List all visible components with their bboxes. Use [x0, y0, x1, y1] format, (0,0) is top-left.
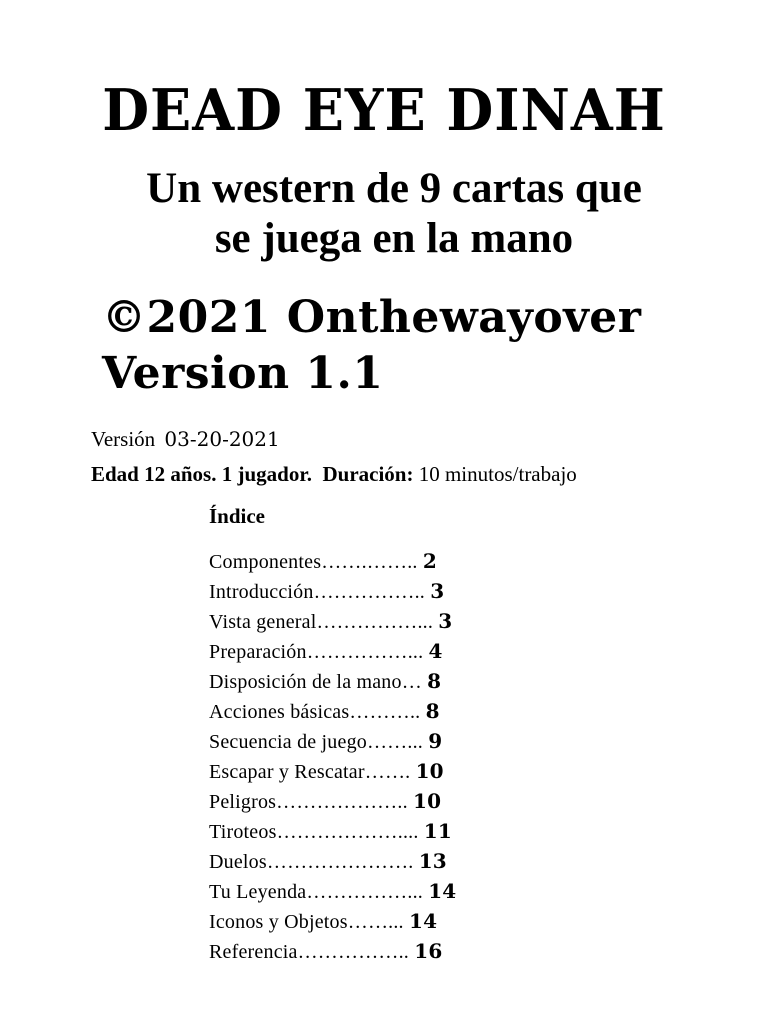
version-label: Versión: [91, 427, 156, 451]
toc-page: 11: [423, 819, 452, 843]
toc-dots: ……………...: [316, 611, 439, 633]
toc-entry: [209, 606, 456, 636]
toc-dots: ……………...: [306, 881, 429, 903]
duration-label: Duración:: [322, 462, 414, 486]
toc-page: 13: [418, 849, 447, 873]
toc-label: Acciones básicas: [209, 701, 350, 723]
toc-dots: ……...: [347, 911, 409, 933]
toc-page: 14: [408, 909, 438, 933]
toc-dots: …: [401, 671, 428, 693]
toc-entry: [209, 546, 456, 576]
toc-label: Introducción: [209, 581, 314, 603]
toc-label: Tu Leyenda: [209, 881, 307, 903]
toc-page: 10: [412, 789, 442, 813]
toc-label: Componentes: [209, 551, 322, 573]
subtitle-line-2: se juega en la mano: [214, 215, 574, 262]
toc-label: Referencia: [209, 941, 298, 963]
toc-entry: [209, 756, 456, 786]
toc-page: 14: [428, 879, 457, 903]
toc-entry: [209, 576, 456, 606]
toc-dots: ……………..: [297, 941, 415, 963]
copyright-block: [102, 290, 641, 402]
toc-entry: [209, 786, 456, 816]
toc-dots: …….: [364, 761, 416, 783]
toc-page: 8: [425, 699, 440, 723]
toc-dots: ………………....: [276, 821, 424, 843]
toc-page: 9: [428, 729, 443, 753]
table-of-contents: [209, 546, 456, 966]
toc-dots: ………..: [349, 701, 426, 723]
toc-label: Preparación: [209, 641, 307, 663]
toc-entry: [209, 696, 456, 726]
index-title: Índice: [209, 504, 266, 528]
toc-dots: ……...: [366, 731, 429, 753]
toc-label: Secuencia de juego: [209, 731, 367, 753]
toc-entry: [209, 906, 456, 936]
toc-dots: ……………...: [306, 641, 429, 663]
toc-entry: [209, 846, 456, 876]
toc-label: Escapar y Rescatar: [209, 761, 365, 783]
toc-page: 10: [415, 759, 444, 783]
age-players: Edad 12 años. 1 jugador.: [91, 462, 312, 486]
toc-entry: [209, 726, 456, 756]
toc-dots: …….……..: [321, 551, 423, 573]
toc-page: 3: [430, 579, 445, 603]
version-date: 03-20-2021: [164, 427, 280, 451]
toc-page: 8: [427, 669, 442, 693]
game-meta-line: [91, 462, 577, 487]
toc-dots: ………………..: [276, 791, 413, 813]
toc-page: 4: [428, 639, 443, 663]
toc-dots: ……………..: [313, 581, 431, 603]
toc-label: Peligros: [209, 791, 277, 813]
toc-label: Iconos y Objetos: [209, 911, 348, 933]
version-date-line: [91, 427, 280, 452]
toc-entry: [209, 636, 456, 666]
toc-page: 16: [414, 939, 443, 963]
toc-label: Tiroteos: [209, 821, 277, 843]
toc-entry: [209, 666, 456, 696]
toc-dots: ………………….: [266, 851, 419, 873]
version-heading: Version 1.1: [102, 348, 384, 399]
toc-label: Duelos: [209, 851, 267, 873]
subtitle-line-1: Un western de 9 cartas que: [146, 165, 642, 212]
toc-entry: [209, 816, 456, 846]
copyright-line: ©2021 Onthewayover: [102, 292, 642, 343]
toc-label: Disposición de la mano: [209, 671, 402, 693]
document-subtitle: [0, 164, 768, 264]
toc-entry: [209, 936, 456, 966]
document-title: DEAD EYE DINAH: [102, 76, 666, 144]
toc-entry: [209, 876, 456, 906]
toc-page: 3: [438, 609, 453, 633]
toc-label: Vista general: [209, 611, 317, 633]
duration-value: 10 minutos/trabajo: [418, 462, 577, 486]
toc-page: 2: [422, 549, 437, 573]
